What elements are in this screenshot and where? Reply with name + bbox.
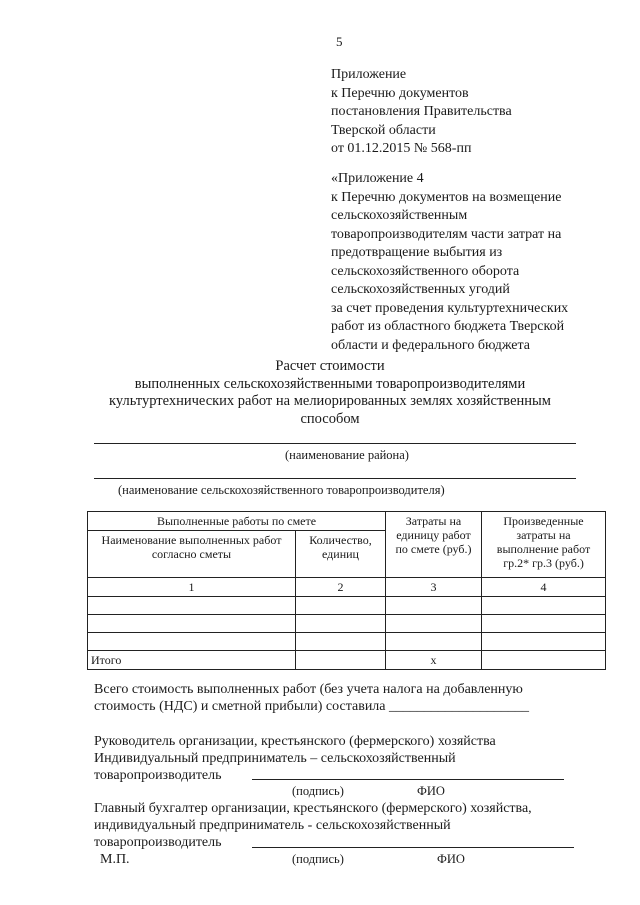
appendix4-line: работ из областного бюджета Тверской (331, 319, 565, 334)
summary-line-2: стоимость (НДС) и сметной прибыли) составила ____________________ (94, 699, 530, 714)
accountant-line-1: Главный бухгалтер организации, крестьянского (фермерского) хозяйства, (94, 801, 532, 816)
producer-fill-line (94, 478, 576, 479)
head-line-1: Руководитель организации, крестьянского (фермерского) хозяйства (94, 734, 496, 749)
head-sign-caption: (подпись) (292, 784, 344, 798)
appendix-line: постановления Правительства (331, 104, 512, 119)
appendix4-line: товаропроизводителям части затрат на (331, 226, 562, 242)
appendix-line: Приложение (331, 67, 407, 82)
col-number: 1 (88, 578, 296, 597)
works-table (87, 511, 606, 670)
appendix4-line: области и федерального бюджета (331, 337, 531, 353)
accountant-line-2: индивидуальный предприниматель - сельскохозяйственный (94, 818, 451, 833)
appendix4-line: за счет проведения культуртехнических (331, 300, 569, 316)
table-cell (296, 633, 386, 651)
table-cell (296, 597, 386, 615)
table-row (88, 597, 606, 615)
appendix4-line: сельскохозяйственным (331, 208, 468, 223)
producer-caption: (наименование сельскохозяйственного товаропроизводителя) (118, 483, 445, 497)
col4-header: Произведенные затраты на выполнение работ гр.2* гр.3 (руб.) (482, 512, 606, 578)
stamp-label: М.П. (100, 852, 130, 867)
total-col3: x (386, 651, 482, 670)
col-number: 4 (482, 578, 606, 597)
appendix-line: к Перечню документов (331, 85, 469, 101)
head-line-2: Индивидуальный предприниматель – сельскохозяйственный (94, 751, 456, 766)
table-cell (88, 597, 296, 615)
accountant-line-3: товаропроизводитель (94, 835, 222, 850)
appendix-block (331, 66, 621, 159)
col3-header: Затраты на единицу работ по смете (руб.) (386, 512, 482, 578)
title-line: выполненных сельскохозяйственными товаропроизводителями (134, 375, 526, 392)
title-line: Расчет стоимости (275, 358, 385, 374)
total-row (88, 651, 606, 670)
page-number: 5 (336, 34, 343, 49)
table-cell (482, 597, 606, 615)
title-line: способом (300, 410, 360, 427)
head-line-3: товаропроизводитель (94, 768, 222, 783)
appendix4-block (331, 170, 621, 355)
accountant-sign-caption: (подпись) (292, 852, 344, 866)
appendix4-line: сельскохозяйственного оборота (331, 263, 520, 279)
title-line: культуртехнических работ на мелиорированных землях хозяйственным (109, 393, 551, 409)
table-cell (386, 597, 482, 615)
table-cell (386, 633, 482, 651)
table-cell (88, 615, 296, 633)
appendix-line: от 01.12.2015 № 568-пп (331, 141, 472, 156)
appendix4-line: к Перечню документов на возмещение (331, 189, 562, 205)
appendix4-line: «Приложение 4 (331, 171, 424, 186)
accountant-name-caption: ФИО (437, 852, 465, 866)
appendix4-line: сельскохозяйственных угодий (331, 282, 510, 297)
table-row (88, 615, 606, 633)
summary-line-1: Всего стоимость выполненных работ (без учета налога на добавленную (94, 682, 523, 697)
col1-header: Наименование выполненных работ согласно сметы (88, 531, 296, 578)
group-header: Выполненные работы по смете (88, 512, 386, 531)
table-row (88, 633, 606, 651)
appendix4-line: предотвращение выбытия из (331, 245, 503, 260)
accountant-sign-line (252, 847, 574, 848)
table-cell (482, 651, 606, 670)
district-caption: (наименование района) (285, 448, 409, 462)
head-sign-line (252, 779, 564, 780)
table-cell (482, 633, 606, 651)
table-cell (482, 615, 606, 633)
district-fill-line (94, 443, 576, 444)
col-number: 3 (386, 578, 482, 597)
table-cell (88, 633, 296, 651)
total-label: Итого (88, 651, 296, 670)
col2-header: Количество, единиц (296, 531, 386, 578)
head-name-caption: ФИО (417, 784, 445, 798)
appendix-line: Тверской области (331, 122, 436, 138)
table-cell (386, 615, 482, 633)
table-cell (296, 651, 386, 670)
col-number: 2 (296, 578, 386, 597)
document-title (80, 358, 580, 428)
table-cell (296, 615, 386, 633)
